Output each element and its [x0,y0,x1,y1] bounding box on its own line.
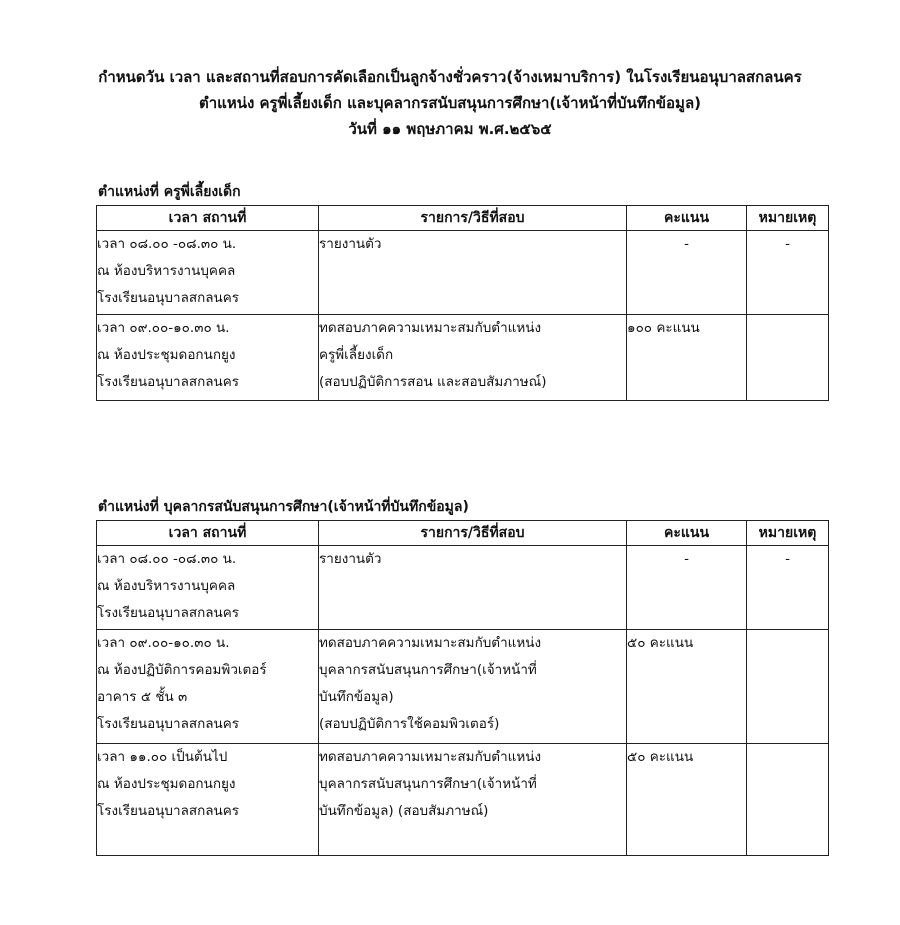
cell-line: รายงานตัว [319,551,382,567]
score-cell [627,231,747,315]
score-cell [627,315,747,401]
table-header-row [97,206,829,231]
score-cell [627,744,747,856]
time-place-cell [97,231,319,315]
column-header: รายการ/วิธีที่สอบ [319,206,627,231]
cell-line: เวลา ๐๘.๐๐ -๐๘.๓๐ น. [97,551,237,567]
cell-line: ๑๐๐ คะแนน [627,320,700,336]
cell-line: ทดสอบภาคความเหมาะสมกับตำแหน่ง [319,320,542,336]
cell-line: (สอบปฏิบัติการสอน และสอบสัมภาษณ์) [319,374,547,390]
schedule-table [96,520,829,856]
cell-line: เวลา ๑๑.๐๐ เป็นต้นไป [97,749,228,765]
exam-method-cell [319,744,627,856]
cell-line: เวลา ๐๘.๐๐ -๐๘.๓๐ น. [97,236,237,252]
cell-line: - [684,236,689,252]
cell-line: ๕๐ คะแนน [627,749,694,765]
column-header: คะแนน [627,521,747,546]
table-row [97,546,829,630]
cell-line: ๕๐ คะแนน [627,635,694,651]
score-cell [627,630,747,744]
exam-method-cell [319,546,627,630]
schedule-table [96,205,829,401]
cell-line: โรงเรียนอนุบาลสกลนคร [97,605,240,621]
cell-line: (สอบปฏิบัติการใช้คอมพิวเตอร์) [319,716,500,732]
cell-line: เวลา ๐๙.๐๐-๑๐.๓๐ น. [97,320,230,336]
cell-line: เวลา ๐๙.๐๐-๑๐.๓๐ น. [97,635,230,651]
table-row [97,231,829,315]
time-place-cell [97,315,319,401]
section-title: ตำแหน่งที่ บุคลากรสนับสนุนการศึกษา(เจ้าหน้าที่บันทึกข้อมูล) [98,499,469,515]
header-line-1: กำหนดวัน เวลา และสถานที่สอบการคัดเลือกเป็นลูกจ้างชั่วคราว(จ้างเหมาบริการ) ในโรงเรียนอนุบาลสกลนคร [98,68,802,86]
section-title: ตำแหน่งที่ ครูพี่เลี้ยงเด็ก [98,184,241,200]
column-header: คะแนน [627,206,747,231]
time-place-cell [97,630,319,744]
cell-line: ครูพี่เลี้ยงเด็ก [319,347,394,363]
cell-line: บุคลากรสนับสนุนการศึกษา(เจ้าหน้าที่ [319,662,537,678]
column-header: เวลา สถานที่ [97,521,319,546]
time-place-cell [97,744,319,856]
exam-method-cell [319,315,627,401]
table-row [97,630,829,744]
header-line-2: ตำแหน่ง ครูพี่เลี้ยงเด็ก และบุคลากรสนับสนุนการศึกษา(เจ้าหน้าที่บันทึกข้อมูล) [199,94,701,112]
column-header: หมายเหตุ [747,521,829,546]
cell-line: บันทึกข้อมูล) (สอบสัมภาษณ์) [319,803,489,819]
score-cell [627,546,747,630]
document-header [0,64,900,142]
cell-line: บุคลากรสนับสนุนการศึกษา(เจ้าหน้าที่ [319,776,537,792]
table-header-row [97,521,829,546]
table-row [97,744,829,856]
column-header: รายการ/วิธีที่สอบ [319,521,627,546]
cell-line: - [684,551,689,567]
column-header: เวลา สถานที่ [97,206,319,231]
cell-line: บันทึกข้อมูล) [319,689,394,705]
cell-line: โรงเรียนอนุบาลสกลนคร [97,290,240,306]
cell-line: - [785,551,790,567]
cell-line: ณ ห้องประชุมดอกนกยูง [97,347,236,363]
note-cell [747,231,829,315]
cell-line: ทดสอบภาคความเหมาะสมกับตำแหน่ง [319,635,542,651]
note-cell [747,744,829,856]
cell-line: ณ ห้องบริหารงานบุคคล [97,263,236,279]
exam-method-cell [319,231,627,315]
table-row [97,315,829,401]
note-cell [747,630,829,744]
exam-method-cell [319,630,627,744]
cell-line: รายงานตัว [319,236,382,252]
time-place-cell [97,546,319,630]
cell-line: ทดสอบภาคความเหมาะสมกับตำแหน่ง [319,749,542,765]
cell-line: โรงเรียนอนุบาลสกลนคร [97,803,240,819]
header-line-3: วันที่ ๑๑ พฤษภาคม พ.ศ.๒๕๖๕ [348,120,552,138]
cell-line: ณ ห้องประชุมดอกนกยูง [97,776,236,792]
column-header: หมายเหตุ [747,206,829,231]
note-cell [747,315,829,401]
cell-line: ณ ห้องบริหารงานบุคคล [97,578,236,594]
cell-line: ณ ห้องปฏิบัติการคอมพิวเตอร์ [97,662,267,678]
cell-line: อาคาร ๕ ชั้น ๓ [97,689,188,705]
cell-line: โรงเรียนอนุบาลสกลนคร [97,374,240,390]
cell-line: โรงเรียนอนุบาลสกลนคร [97,716,240,732]
cell-line: - [785,236,790,252]
note-cell [747,546,829,630]
